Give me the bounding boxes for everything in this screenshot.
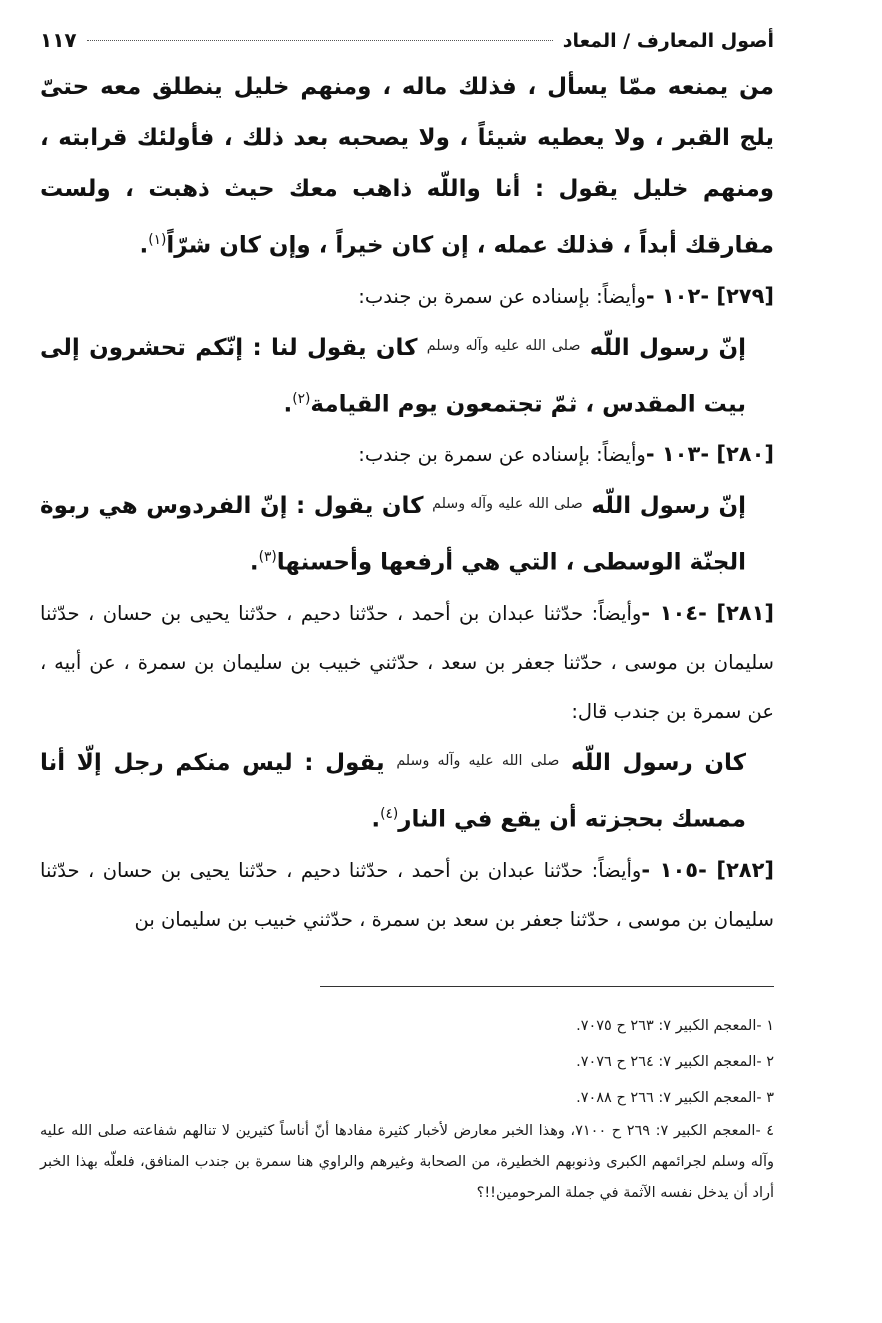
hadith-text-281: كان رسول اللّه $^{صلى الله عليه وآله وسلم}$ يقول : ليس منكم رجل إلّا أنا ممسك بحجزته أن يقع في النار$^{(٤)}$. bbox=[40, 749, 746, 833]
isnad-text-279: وأيضاً: بإسناده عن سمرة بن جندب: bbox=[358, 284, 646, 308]
entry-number-282: [٢٨٢] -١٠٥ - bbox=[641, 857, 775, 882]
hadith-entry-281 bbox=[40, 589, 774, 846]
isnad-280 bbox=[40, 430, 774, 479]
hadith-text-280-start: إنّ رسول اللّه bbox=[591, 493, 747, 520]
hadith-text-279-end: كان يقول لنا : إنّكم تحشرون إلى بيت المقدس ، ثمّ تجتمعون يوم القيامة bbox=[40, 334, 746, 418]
intro-paragraph: من يمنعه ممّا يسأل ، فذلك ماله ، ومنهم خليل ينطلق معه حتىّ يلج القبر ، ولا يعطيه شيئاً ، ولا يصحبه بعد ذلك ، فأولئك قرابته ، ومنهم خليل يقول : أنا واللّه ذاهب معك حيث ذهبت ، ولست مفارقك أبداً ، فذلك عمله ، إن كان خيراً ، وإن كان شرّاً$^{(١)}$. bbox=[40, 74, 774, 259]
hadith-entry-279 bbox=[40, 272, 774, 431]
footnote-ref-3: (٣) bbox=[258, 549, 277, 566]
isnad-text-281: وأيضاً: حدّثنا عبدان بن أحمد ، حدّثنا دحيم ، حدّثنا يحيى بن حسان ، حدّثنا سليمان بن موسى ، حدّثنا جعفر بن سعد ، حدّثني خبيب بن سليمان بن سمرة ، عن أبيه ، عن سمرة بن جندب قال: bbox=[40, 601, 774, 723]
page-number: ١١٧ bbox=[40, 28, 77, 52]
isnad-text-282: وأيضاً: حدّثنا عبدان بن أحمد ، حدّثنا دحيم ، حدّثنا يحيى بن حسان ، حدّثنا سليمان بن موسى ، حدّثنا جعفر بن سعد بن سمرة ، حدّثني خبيب بن سليمان بن bbox=[40, 858, 774, 931]
entry-number-281: [٢٨١] -١٠٤ - bbox=[641, 600, 775, 625]
hadith-entry-280 bbox=[40, 430, 774, 589]
isnad-279 bbox=[40, 272, 774, 321]
isnad-text-280: وأيضاً: بإسناده عن سمرة بن جندب: bbox=[358, 443, 646, 467]
salawat-symbol: صلى الله عليه وآله وسلم bbox=[432, 496, 583, 513]
isnad-281 bbox=[40, 589, 774, 736]
footnote-ref-2: (٢) bbox=[292, 390, 311, 407]
hadith-text-280: إنّ رسول اللّه $^{صلى الله عليه وآله وسلم}$ كان يقول : إنّ الفردوس هي ربوة الجنّة الوسطى ، التي هي أرفعها وأحسنها$^{(٣)}$. bbox=[40, 493, 747, 576]
salawat-symbol: صلى الله عليه وآله وسلم bbox=[426, 337, 581, 354]
footnotes bbox=[40, 1008, 774, 1209]
footnote-ref-4: (٤) bbox=[380, 805, 399, 822]
footnote-3: ٣ -المعجم الكبير ٧: ٢٦٦ ح ٧٠٨٨. bbox=[576, 1090, 774, 1106]
hadith-text-280-end: كان يقول : إنّ الفردوس هي ربوة الجنّة الوسطى ، التي هي أرفعها وأحسنها bbox=[40, 493, 746, 576]
footnote-2: ٢ -المعجم الكبير ٧: ٢٦٤ ح ٧٠٧٦. bbox=[576, 1054, 774, 1070]
hadith-text-279: إنّ رسول اللّه $^{صلى الله عليه وآله وسلم}$ كان يقول لنا : إنّكم تحشرون إلى بيت المقدس ، ثمّ تجتمعون يوم القيامة$^{(٢)}$. bbox=[40, 334, 746, 418]
intro-text: من يمنعه ممّا يسأل ، فذلك ماله ، ومنهم خليل ينطلق معه حتىّ يلج القبر ، ولا يعطيه شيئاً ، ولا يصحبه بعد ذلك ، فأولئك قرابته ، ومنهم خليل يقول : أنا واللّه ذاهب معك حيث ذهبت ، ولست مفارقك أبداً ، فذلك عمله ، إن كان خيراً ، وإن كان شرّاً bbox=[40, 74, 774, 259]
hadith-entry-282 bbox=[40, 846, 774, 944]
running-header bbox=[40, 28, 774, 62]
hadith-text-279-start: إنّ رسول اللّه bbox=[589, 334, 746, 361]
entry-number-280: [٢٨٠] -١٠٣ - bbox=[645, 442, 774, 467]
footnote-1: ١ -المعجم الكبير ٧: ٢٦٣ ح ٧٠٧٥. bbox=[576, 1018, 774, 1034]
hadith-text-281-end: يقول : ليس منكم رجل إلّا أنا ممسك بحجزته أن يقع في النار bbox=[40, 749, 746, 833]
entry-number-279: [٢٧٩] -١٠٢ - bbox=[645, 283, 774, 308]
footnote-ref-1: (١) bbox=[148, 232, 167, 248]
hadith-text-281-start: كان رسول اللّه bbox=[570, 749, 746, 776]
header-dotted-leader bbox=[87, 40, 553, 41]
footnote-4: ٤ -المعجم الكبير ٧: ٢٦٩ ح ٧١٠٠، وهذا الخبر معارض لأخبار كثيرة مفادها أنّ أناساً كثيرين لا تنالهم شفاعته صلى الله عليه وآله وسلم لجرائمهم الكبرى وذنوبهم الخطيرة، من الصحابة وغيرهم والراوي هنا سمرة بن جندب المنافق، فلعلّه بهذا الخبر أراد أن يدخل نفسه الآثمة في جملة المرحومين!!؟ bbox=[40, 1123, 775, 1201]
footnote-separator bbox=[320, 986, 774, 987]
salawat-symbol: صلى الله عليه وآله وسلم bbox=[396, 752, 560, 769]
page-body bbox=[40, 28, 774, 944]
isnad-282 bbox=[40, 846, 774, 944]
book-title: أصول المعارف / المعاد bbox=[562, 30, 774, 52]
